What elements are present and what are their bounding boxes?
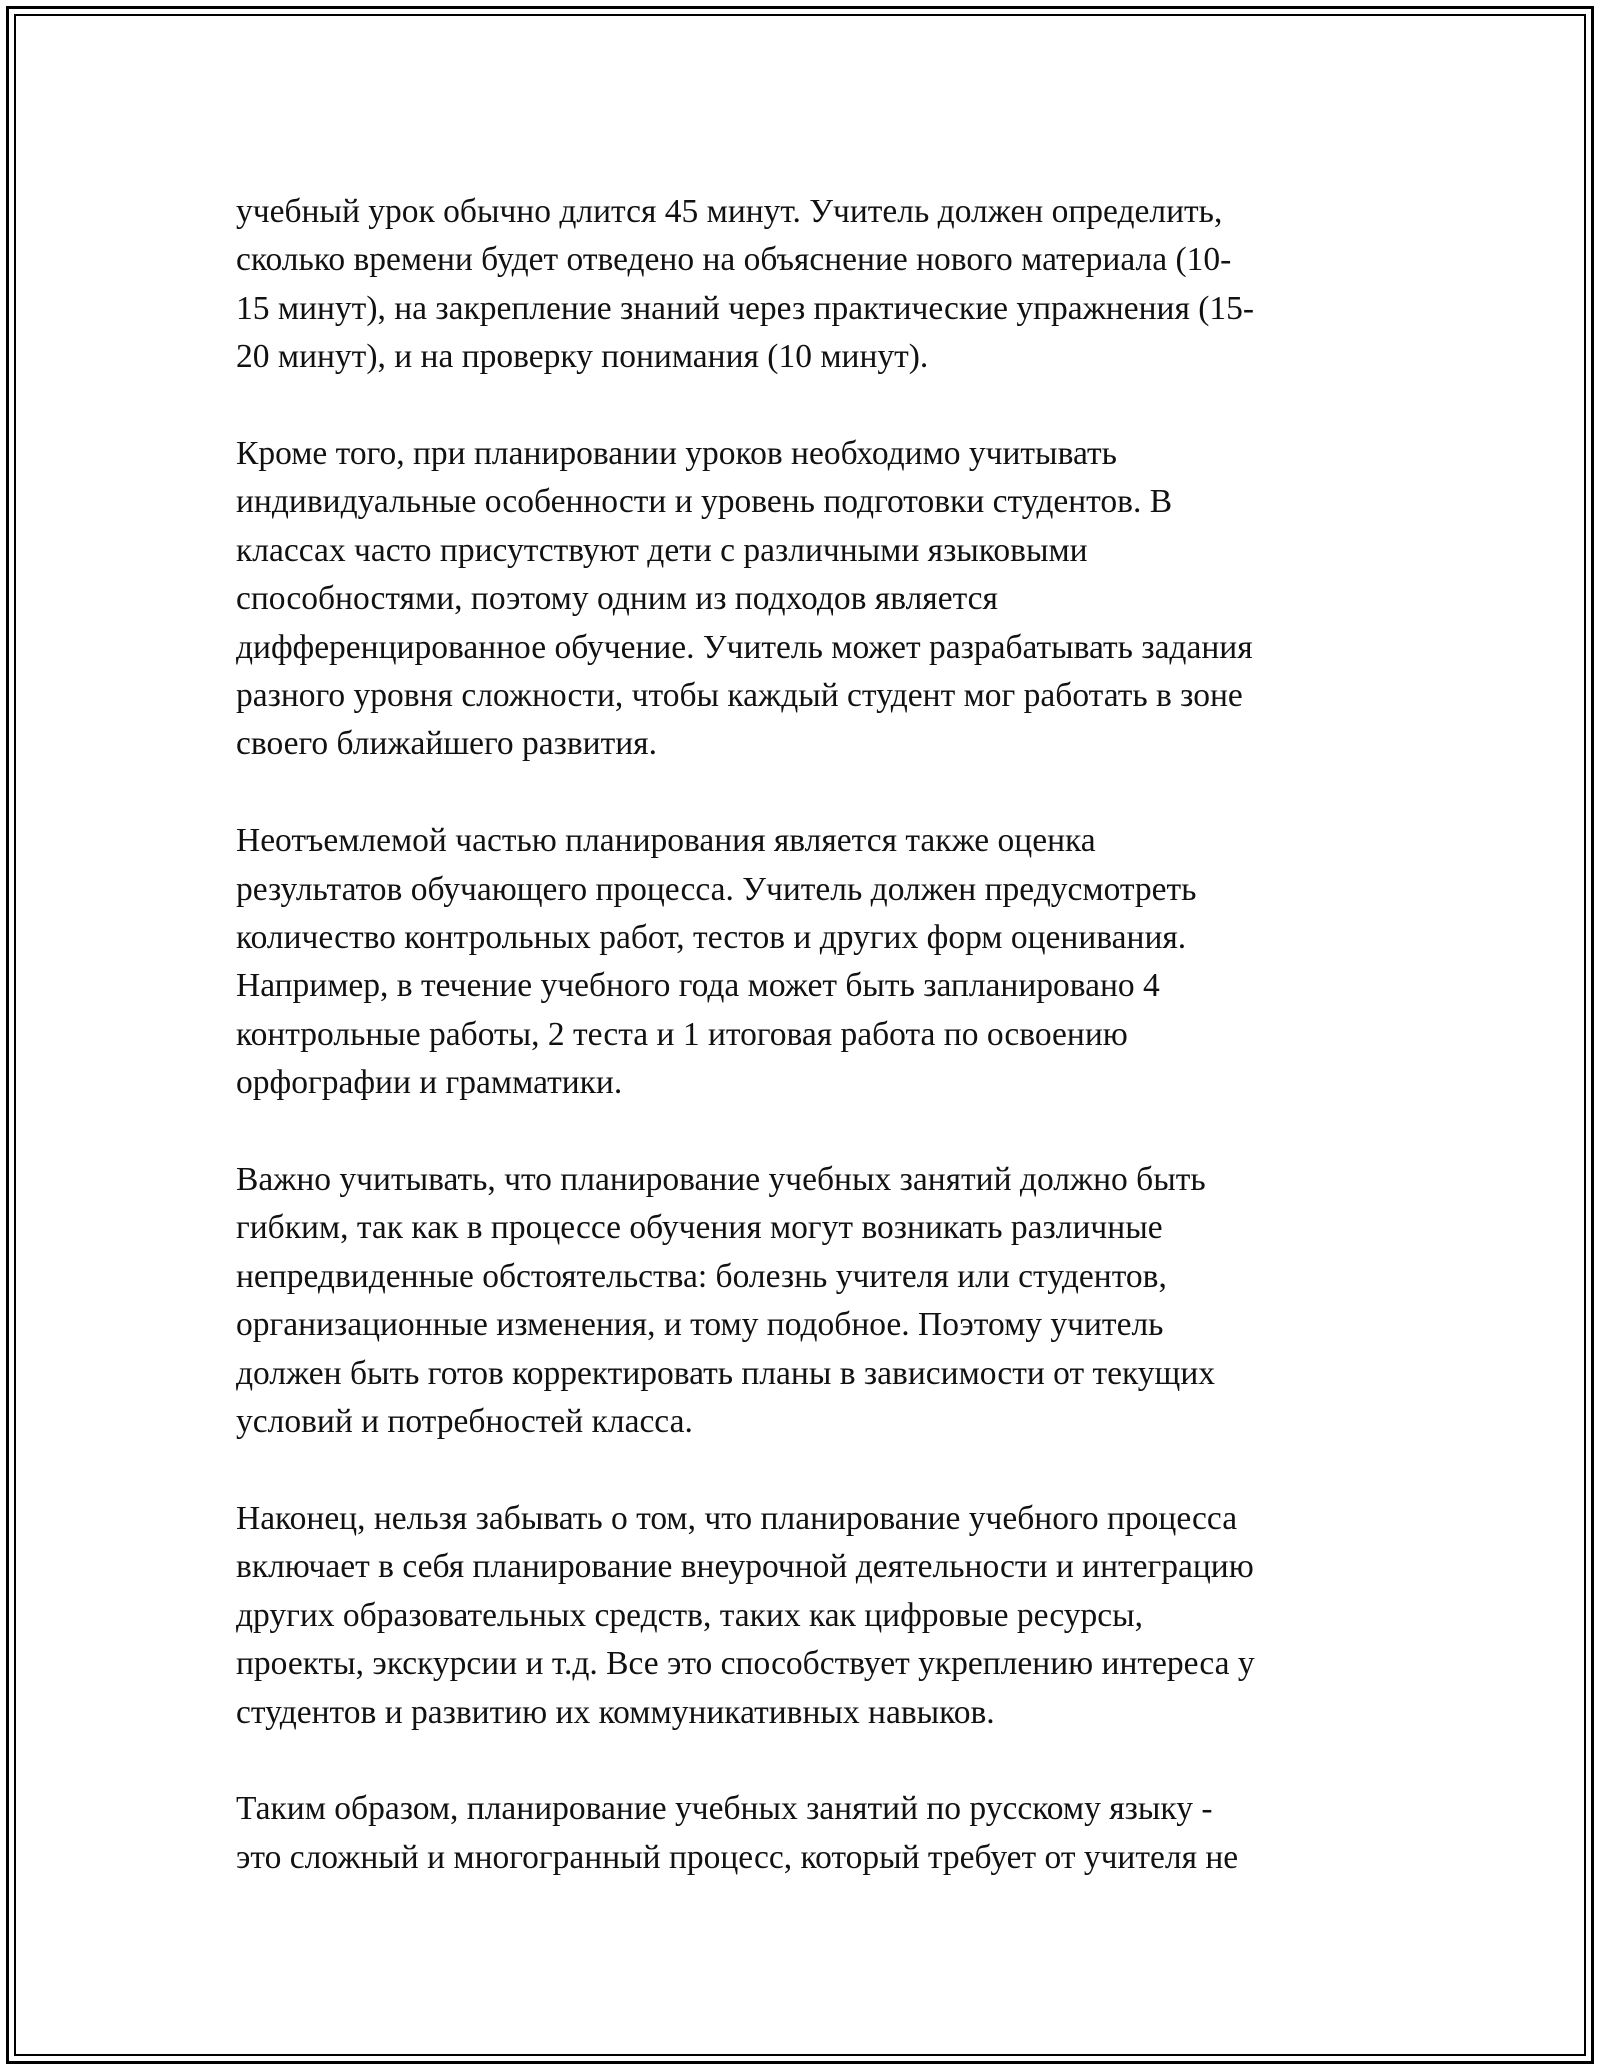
text-line: сколько времени будет отведено на объяснение нового материала (10-	[236, 241, 1232, 279]
text-line: включает в себя планирование внеурочной деятельности и интеграцию	[236, 1548, 1254, 1586]
text-line: дифференцированное обучение. Учитель может разрабатывать задания	[236, 628, 1253, 666]
text-line: Кроме того, при планировании уроков необходимо учитывать	[236, 435, 1117, 473]
text-line: орфографии и грамматики.	[236, 1064, 623, 1102]
text-line: способностями, поэтому одним из подходов является	[236, 580, 998, 618]
text-line: индивидуальные особенности и уровень подготовки студентов. В	[236, 483, 1173, 521]
text-line: проекты, экскурсии и т.д. Все это способствует укреплению интереса у	[236, 1645, 1255, 1683]
text-line: контрольные работы, 2 теста и 1 итоговая работа по освоению	[236, 1015, 1128, 1053]
text-line: организационные изменения, и тому подобное. Поэтому учитель	[236, 1306, 1164, 1344]
paragraph-conclusion	[236, 1785, 1364, 1882]
text-line: 15 минут), на закрепление знаний через практические упражнения (15-	[236, 289, 1255, 327]
text-line: других образовательных средств, таких как цифровые ресурсы,	[236, 1596, 1144, 1634]
text-line: результатов обучающего процесса. Учитель должен предусмотреть	[236, 870, 1197, 908]
text-line: условий и потребностей класса.	[236, 1403, 693, 1441]
text-line: Таким образом, планирование учебных занятий по русскому языку -	[236, 1790, 1213, 1828]
paragraph-assessment	[236, 817, 1364, 1107]
text-line: классах часто присутствуют дети с различными языковыми	[236, 531, 1088, 569]
paragraph-lesson-timing	[236, 188, 1364, 382]
text-line: разного уровня сложности, чтобы каждый студент мог работать в зоне	[236, 677, 1243, 715]
text-line: гибким, так как в процессе обучения могут возникать различные	[236, 1209, 1163, 1247]
text-line: своего ближайшего развития.	[236, 725, 657, 763]
text-line: 20 минут), и на проверку понимания (10 минут).	[236, 338, 929, 376]
paragraph-extracurricular	[236, 1495, 1364, 1737]
text-line: учебный урок обычно длится 45 минут. Учитель должен определить,	[236, 193, 1223, 230]
text-line: студентов и развитию их коммуникативных навыков.	[236, 1693, 995, 1731]
text-line: непредвиденные обстоятельства: болезнь учителя или студентов,	[236, 1257, 1167, 1295]
text-line: должен быть готов корректировать планы в зависимости от текущих	[236, 1354, 1216, 1392]
text-line: Важно учитывать, что планирование учебных занятий должно быть	[236, 1161, 1206, 1199]
paragraph-individual-features	[236, 430, 1364, 769]
document-body	[236, 188, 1364, 1882]
text-line: Например, в течение учебного года может быть запланировано 4	[236, 967, 1160, 1005]
text-line: количество контрольных работ, тестов и других форм оценивания.	[236, 919, 1187, 957]
text-line: Наконец, нельзя забывать о том, что планирование учебного процесса	[236, 1499, 1238, 1537]
text-line: это сложный и многогранный процесс, который требует от учителя не	[236, 1838, 1239, 1876]
text-line: Неотъемлемой частью планирования является также оценка	[236, 822, 1096, 860]
paragraph-flexibility	[236, 1156, 1364, 1446]
